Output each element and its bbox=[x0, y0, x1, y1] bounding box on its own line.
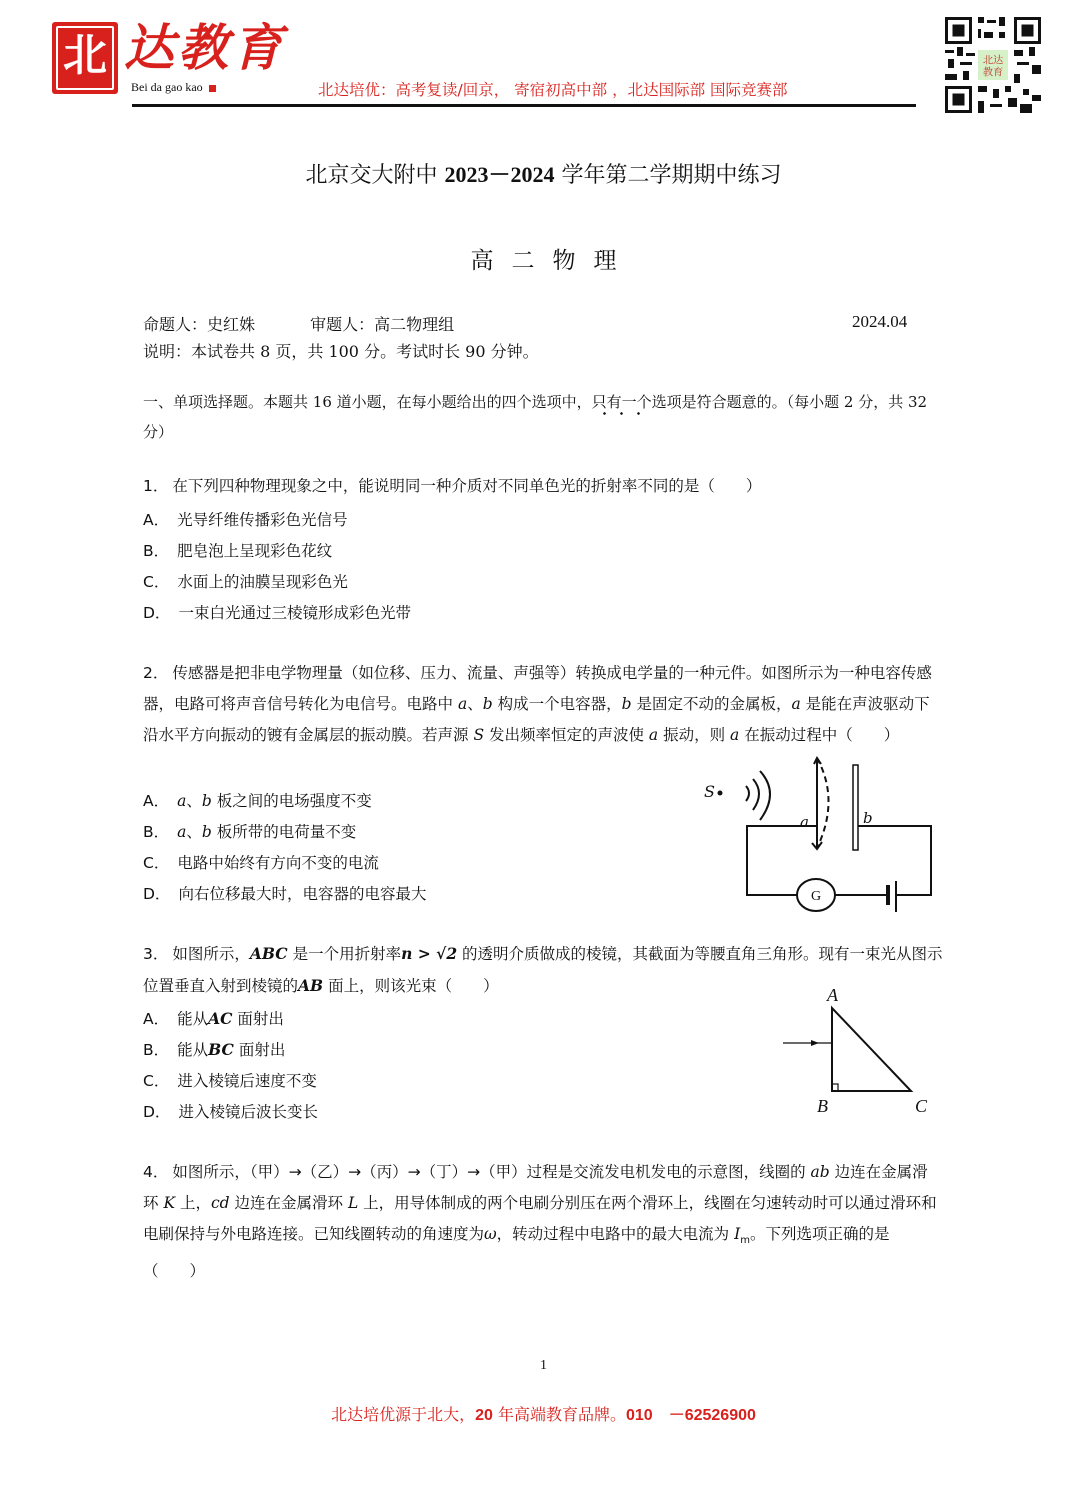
logo-seal bbox=[52, 22, 118, 94]
stem-text: 边连在金属滑环 bbox=[229, 1194, 348, 1212]
exam-instructions: 说明：本试卷共 8 页，共 100 分。考试时长 90 分钟。 bbox=[143, 342, 539, 361]
var-k: K bbox=[163, 1194, 176, 1212]
option-text: 进入棱镜后速度不变 bbox=[177, 1072, 317, 1090]
var-bc: BC bbox=[208, 1040, 234, 1059]
var-a: a bbox=[177, 823, 187, 841]
plate-a-label: a bbox=[800, 813, 809, 831]
stem-text: 上， bbox=[175, 1194, 211, 1212]
question-1-stem bbox=[143, 471, 943, 502]
option-text: 面射出 bbox=[232, 1010, 284, 1028]
stem-text: 是能在声波驱动下沿水平方向振动的镀有金属层的振动膜。若声源 bbox=[143, 695, 930, 744]
stem-text: 如图所示， bbox=[172, 945, 250, 963]
footer-years: 20 bbox=[475, 1407, 493, 1424]
option-sep: 、 bbox=[186, 823, 202, 841]
var-ac: AC bbox=[208, 1009, 233, 1028]
option-label: D． bbox=[143, 604, 171, 622]
var-b: b bbox=[482, 695, 493, 713]
option-text: 能从 bbox=[177, 1041, 209, 1059]
option-label: C． bbox=[143, 854, 170, 872]
exam-staff bbox=[143, 312, 454, 335]
option-text: 一束白光通过三棱镜形成彩色光带 bbox=[178, 604, 411, 622]
option-label: D． bbox=[143, 1103, 171, 1121]
footer-text: 北达培优源于北大， bbox=[331, 1405, 476, 1424]
question-number: 2． bbox=[143, 664, 169, 682]
option-text: 板所带的电荷量不变 bbox=[211, 823, 357, 841]
header-divider bbox=[132, 104, 916, 107]
option-text: 肥皂泡上呈现彩色花纹 bbox=[177, 542, 333, 560]
stem-text: 如图所示，（甲）→（乙）→（丙）→（丁）→（甲）过程是交流发电机发电的示意图，线圈的 bbox=[172, 1163, 811, 1181]
qr-code-icon bbox=[942, 14, 1044, 116]
stem-text: 的透明介质做成的棱镜，其截面为等腰直角三角形。现有一束光从图示位置垂直入射到棱镜的 bbox=[143, 945, 943, 995]
question-3-option-b bbox=[143, 1038, 285, 1060]
stem-text: 是一个用折射率 bbox=[287, 945, 402, 963]
section-emphasis: 只有一个 bbox=[591, 393, 652, 411]
stem-text: ，转动过程中电路中的最大电流为 bbox=[496, 1225, 735, 1243]
stem-text: 上，用导体制成的两个电刷分别压在两个滑环上，线圈在匀速转动时可以通过滑环和电刷保持与外电路连接。已知线圈转动的角速度为 bbox=[143, 1194, 937, 1243]
logo-seal-glyph: 北 bbox=[63, 30, 107, 81]
option-text: 板之间的电场强度不变 bbox=[211, 792, 372, 810]
exam-title bbox=[0, 158, 1087, 189]
exam-author: 命题人：史红姝 bbox=[143, 315, 256, 334]
option-label: B． bbox=[143, 823, 170, 841]
var-a: a bbox=[791, 695, 801, 713]
option-text: 面射出 bbox=[233, 1041, 286, 1059]
footer-advert bbox=[0, 1402, 1087, 1425]
vertex-b-label: B bbox=[817, 1096, 828, 1116]
galvanometer-label: G bbox=[810, 889, 822, 904]
question-1-option-a bbox=[143, 508, 348, 530]
battery-short-plate bbox=[886, 885, 890, 905]
question-4-stem bbox=[143, 1157, 943, 1287]
title-term: 学年第二学期期中练习 bbox=[561, 163, 782, 188]
logo-pinyin bbox=[131, 80, 216, 95]
var-b: b bbox=[621, 695, 632, 713]
title-years: 2023－2024 bbox=[444, 162, 555, 187]
stem-text: 振动，则 bbox=[658, 726, 731, 744]
vertex-a-label: A bbox=[827, 985, 838, 1005]
var-ab: AB bbox=[298, 976, 324, 995]
option-text: 向右位移最大时，电容器的电容最大 bbox=[178, 885, 427, 903]
sound-source-dot bbox=[718, 791, 723, 796]
question-1-option-b bbox=[143, 539, 332, 561]
var-ab: ab bbox=[810, 1163, 830, 1181]
question-3-option-c bbox=[143, 1069, 317, 1091]
question-2-option-d bbox=[143, 882, 426, 904]
stem-text: 传感器是把非电学物理量（如位移、压力、流量、声强等）转换成电学量的一种元件。如图所示为一种电容传感器，电路可将声音信号转化为电信号。电路中 bbox=[143, 664, 932, 713]
stem-text: 、 bbox=[467, 695, 483, 713]
var-b: b bbox=[201, 792, 212, 810]
exam-date: 2024.04 bbox=[852, 312, 908, 331]
svg-text:北达: 北达 bbox=[982, 55, 1004, 67]
option-text: 光导纤维传播彩色光信号 bbox=[177, 511, 348, 529]
var-a: a bbox=[177, 792, 187, 810]
prism-triangle bbox=[832, 1008, 911, 1091]
svg-text:教育: 教育 bbox=[982, 67, 1004, 79]
var-a: a bbox=[730, 726, 740, 744]
option-text: 水面上的油膜呈现彩色光 bbox=[177, 573, 348, 591]
option-text: 电路中始终有方向不变的电流 bbox=[177, 854, 379, 872]
exam-reviewer: 审题人：高二物理组 bbox=[310, 315, 455, 334]
option-label: D． bbox=[143, 885, 171, 903]
page-number: 1 bbox=[540, 1358, 547, 1373]
footer-text: 年高端教育品牌。 bbox=[492, 1405, 626, 1424]
option-label: A． bbox=[143, 792, 170, 810]
question-2-option-b bbox=[143, 820, 356, 842]
sound-wave-1 bbox=[746, 786, 749, 801]
logo-text: 达教育 bbox=[124, 18, 286, 77]
stem-text: 是固定不动的金属板， bbox=[631, 695, 792, 713]
vibration-dashed-arc bbox=[817, 758, 829, 848]
var-omega: ω bbox=[484, 1225, 497, 1243]
option-label: C． bbox=[143, 573, 170, 591]
option-label: B． bbox=[143, 1041, 170, 1059]
var-b: b bbox=[201, 823, 212, 841]
stem-text: 在振动过程中（ ） bbox=[739, 726, 900, 744]
var-a: a bbox=[457, 695, 468, 713]
question-1-option-c bbox=[143, 570, 348, 592]
header-slogan: 北达培优：高考复读/回京， 寄宿初高中部 ，北达国际部 国际竞赛部 bbox=[318, 81, 788, 99]
question-3-option-d bbox=[143, 1100, 318, 1122]
var-abc: ABC bbox=[249, 944, 288, 963]
option-label: B． bbox=[143, 542, 170, 560]
stem-text: 构成一个电容器， bbox=[492, 695, 622, 713]
option-sep: 、 bbox=[186, 792, 202, 810]
footer-phone: 010 －62526900 bbox=[626, 1407, 756, 1424]
question-2-stem bbox=[143, 658, 943, 751]
var-i: I bbox=[734, 1225, 741, 1243]
option-label: A． bbox=[143, 1010, 170, 1028]
vertex-c-label: C bbox=[915, 1096, 928, 1116]
source-label: S bbox=[704, 782, 715, 801]
option-label: C． bbox=[143, 1072, 170, 1090]
section-text-before: 一、单项选择题。本题共 16 道小题，在每小题给出的四个选项中， bbox=[143, 393, 592, 411]
question-number: 1． bbox=[143, 477, 169, 495]
var-i-subscript: m bbox=[740, 1235, 750, 1247]
question-2-option-c bbox=[143, 851, 379, 873]
question-3-option-a bbox=[143, 1007, 284, 1029]
section-heading bbox=[143, 387, 943, 447]
refractive-index-condition: n > √2 bbox=[401, 944, 458, 963]
question-number: 4． bbox=[143, 1163, 169, 1181]
prism-diagram bbox=[775, 982, 945, 1120]
question-1-option-d bbox=[143, 601, 411, 623]
plate-b-label: b bbox=[863, 809, 873, 827]
stem-text: 发出频率恒定的声波使 bbox=[484, 726, 649, 744]
stem-text: 边连在金属滑环 bbox=[143, 1163, 928, 1212]
option-label: A． bbox=[143, 511, 170, 529]
wire-right bbox=[858, 826, 931, 895]
section-text-after: 选项是符合题意的。（每小题 2 分，共 32 分） bbox=[143, 393, 928, 441]
var-l: L bbox=[347, 1194, 359, 1212]
title-school: 北京交大附中 bbox=[305, 163, 438, 188]
question-number: 3． bbox=[143, 945, 169, 963]
sound-wave-2 bbox=[753, 779, 759, 810]
plate-b bbox=[853, 765, 858, 850]
option-text: 进入棱镜后波长变长 bbox=[178, 1103, 318, 1121]
logo-pinyin-text: Bei da gao kao bbox=[131, 80, 203, 94]
arrow-right-icon bbox=[811, 1040, 819, 1046]
capacitor-sensor-diagram bbox=[690, 755, 950, 920]
question-text: 在下列四种物理现象之中，能说明同一种介质对不同单色光的折射率不同的是（ ） bbox=[172, 477, 762, 495]
stem-text: 。下列选项正确的是（ ） bbox=[143, 1225, 890, 1281]
sound-wave-3 bbox=[760, 771, 770, 820]
var-s: S bbox=[473, 726, 485, 744]
option-text: 能从 bbox=[177, 1010, 209, 1028]
question-2-option-a bbox=[143, 789, 372, 811]
stem-text: 面上，则该光束（ ） bbox=[323, 977, 499, 995]
var-a: a bbox=[648, 726, 659, 744]
logo-square-icon bbox=[209, 85, 216, 92]
exam-subject: 高二物理 bbox=[470, 248, 635, 274]
var-cd: cd bbox=[210, 1194, 230, 1212]
